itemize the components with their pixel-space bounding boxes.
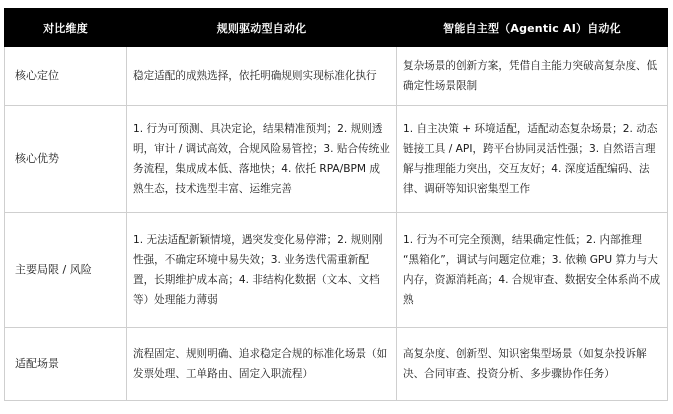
- table-row: [5, 106, 668, 213]
- row-rule-based-cell: 1. 无法适配新颖情境，遇突发变化易停滞；2. 规则刚性强，不确定环境中易失效；3. 业务迭代需重新配置，长期维护成本高；4. 非结构化数据（文本、文档等）处理能力薄弱: [127, 213, 397, 328]
- header-row: [5, 9, 668, 47]
- row-agentic-cell: 1. 自主决策 + 环境适配，适配动态复杂场景；2. 动态链接工具 / API，跨平台协同灵活性强；3. 自然语言理解与推理能力突出，交互友好；4. 深度适配编码、法律、调研等知识密集型工作: [397, 106, 668, 213]
- comparison-table: [4, 8, 668, 401]
- header-dimension: 对比维度: [5, 9, 127, 47]
- row-agentic-cell: 1. 行为不可完全预测，结果确定性低；2. 内部推理 “黑箱化”，调试与问题定位难；3. 依赖 GPU 算力与大内存，资源消耗高；4. 合规审查、数据安全体系尚不成熟: [397, 213, 668, 328]
- row-agentic-cell: 高复杂度、创新型、知识密集型场景（如复杂投诉解决、合同审查、投资分析、多步骤协作任务）: [397, 328, 668, 401]
- table-body: [5, 47, 668, 401]
- table-row: [5, 328, 668, 401]
- table-row: [5, 47, 668, 106]
- row-dimension: 核心优势: [5, 106, 127, 213]
- table-row: [5, 213, 668, 328]
- row-rule-based-cell: 稳定适配的成熟选择，依托明确规则实现标准化执行: [127, 47, 397, 106]
- header-rule-based: 规则驱动型自动化: [127, 9, 397, 47]
- table-header: [5, 9, 668, 47]
- row-rule-based-cell: 1. 行为可预测、具决定论，结果精准预判；2. 规则透明，审计 / 调试高效，合规风险易管控；3. 贴合传统业务流程，集成成本低、落地快；4. 依托 RPA/BPM 成熟生态，技术选型丰富、运维完善: [127, 106, 397, 213]
- row-dimension: 适配场景: [5, 328, 127, 401]
- header-agentic: 智能自主型（Agentic AI）自动化: [397, 9, 668, 47]
- row-dimension: 主要局限 / 风险: [5, 213, 127, 328]
- row-agentic-cell: 复杂场景的创新方案，凭借自主能力突破高复杂度、低确定性场景限制: [397, 47, 668, 106]
- row-rule-based-cell: 流程固定、规则明确、追求稳定合规的标准化场景（如发票处理、工单路由、固定入职流程）: [127, 328, 397, 401]
- row-dimension: 核心定位: [5, 47, 127, 106]
